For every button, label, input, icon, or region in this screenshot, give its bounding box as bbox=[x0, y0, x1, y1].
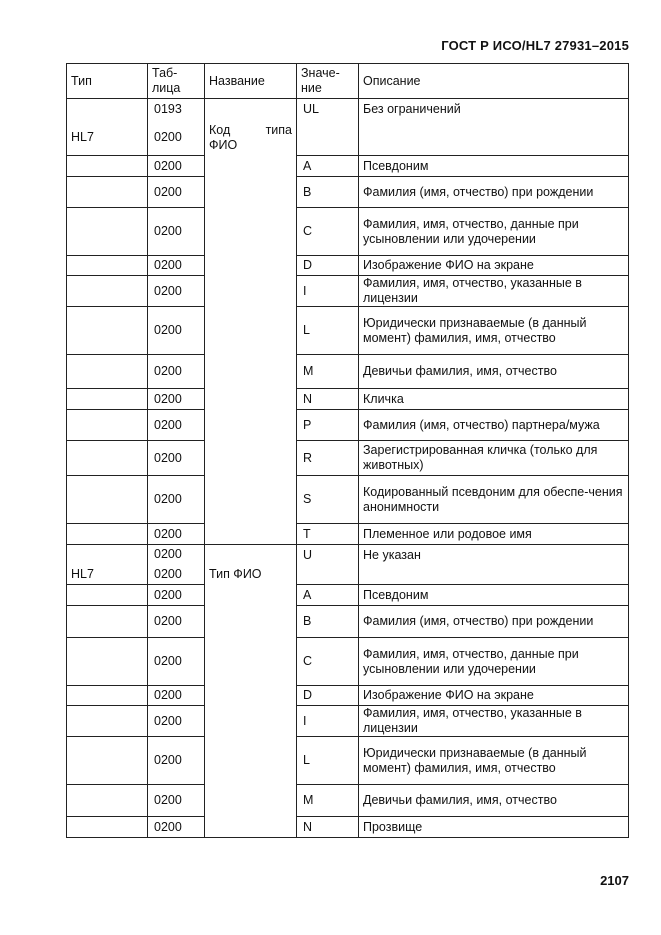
cell-type bbox=[67, 817, 148, 838]
cell-description: Фамилия, имя, отчество, данные при усыновлении или удочерении bbox=[359, 208, 629, 256]
cell-table: 0200 bbox=[148, 120, 205, 156]
cell-table: 0200 bbox=[148, 737, 205, 785]
table-row bbox=[67, 737, 629, 785]
cell-name bbox=[205, 441, 297, 476]
cell-description: Зарегистрированная кличка (только для животных) bbox=[359, 441, 629, 476]
cell-description: Фамилия, имя, отчество, данные при усыновлении или удочерении bbox=[359, 638, 629, 686]
cell-description: Племенное или родовое имя bbox=[359, 524, 629, 545]
cell-table: 0200 bbox=[148, 585, 205, 606]
cell-table: 0200 bbox=[148, 410, 205, 441]
cell-value: S bbox=[297, 476, 359, 524]
cell-name bbox=[205, 156, 297, 177]
name-text-line2: ФИО bbox=[209, 137, 238, 152]
cell-name bbox=[205, 476, 297, 524]
cell-table: 0200 bbox=[148, 524, 205, 545]
table-row bbox=[67, 785, 629, 817]
cell-value: T bbox=[297, 524, 359, 545]
cell-name bbox=[205, 208, 297, 256]
cell-name bbox=[205, 606, 297, 638]
cell-description: Кличка bbox=[359, 389, 629, 410]
cell-description: Изображение ФИО на экране bbox=[359, 256, 629, 276]
cell-type bbox=[67, 524, 148, 545]
cell-type bbox=[67, 606, 148, 638]
table-row bbox=[67, 256, 629, 276]
cell-type bbox=[67, 476, 148, 524]
cell-name bbox=[205, 99, 297, 120]
cell-type bbox=[67, 410, 148, 441]
table-row bbox=[67, 706, 629, 737]
cell-description: Фамилия, имя, отчество, указанные в лицензии bbox=[359, 706, 629, 737]
cell-description: Юридически признаваемые (в данный момент) фамилия, имя, отчество bbox=[359, 737, 629, 785]
cell-value bbox=[297, 120, 359, 156]
cell-type bbox=[67, 177, 148, 208]
cell-value: C bbox=[297, 638, 359, 686]
cell-name bbox=[205, 177, 297, 208]
cell-type bbox=[67, 441, 148, 476]
table-row bbox=[67, 545, 629, 565]
cell-table: 0200 bbox=[148, 389, 205, 410]
cell-description: Фамилия (имя, отчество) при рождении bbox=[359, 606, 629, 638]
table-row bbox=[67, 441, 629, 476]
cell-type bbox=[67, 99, 148, 120]
table-row bbox=[67, 355, 629, 389]
cell-name bbox=[205, 706, 297, 737]
cell-type bbox=[67, 355, 148, 389]
table-row bbox=[67, 307, 629, 355]
cell-name bbox=[205, 785, 297, 817]
cell-description: Юридически признаваемые (в данный момент) фамилия, имя, отчество bbox=[359, 307, 629, 355]
cell-value: N bbox=[297, 817, 359, 838]
cell-value: D bbox=[297, 686, 359, 706]
name-text-right: типа bbox=[265, 122, 292, 137]
table-row bbox=[67, 524, 629, 545]
table-row bbox=[67, 686, 629, 706]
column-header-description: Описание bbox=[359, 64, 629, 99]
cell-value: A bbox=[297, 585, 359, 606]
cell-value: L bbox=[297, 737, 359, 785]
cell-description: Кодированный псевдоним для обеспе-чения анонимности bbox=[359, 476, 629, 524]
cell-type bbox=[67, 686, 148, 706]
table-row bbox=[67, 389, 629, 410]
cell-table: 0200 bbox=[148, 638, 205, 686]
cell-value: M bbox=[297, 785, 359, 817]
cell-value: D bbox=[297, 256, 359, 276]
cell-table: 0193 bbox=[148, 99, 205, 120]
cell-description: Псевдоним bbox=[359, 156, 629, 177]
table-row bbox=[67, 476, 629, 524]
cell-table: 0200 bbox=[148, 441, 205, 476]
cell-value: I bbox=[297, 706, 359, 737]
cell-table: 0200 bbox=[148, 256, 205, 276]
page-number: 2107 bbox=[600, 873, 629, 888]
cell-type: HL7 bbox=[67, 565, 148, 585]
cell-name bbox=[205, 276, 297, 307]
name-text-left: Код bbox=[209, 122, 231, 137]
cell-table: 0200 bbox=[148, 177, 205, 208]
code-table bbox=[66, 63, 629, 838]
cell-value: M bbox=[297, 355, 359, 389]
cell-table: 0200 bbox=[148, 606, 205, 638]
cell-table: 0200 bbox=[148, 545, 205, 565]
cell-name bbox=[205, 389, 297, 410]
cell-table: 0200 bbox=[148, 355, 205, 389]
column-header-name: Название bbox=[205, 64, 297, 99]
cell-type bbox=[67, 256, 148, 276]
table-row bbox=[67, 156, 629, 177]
cell-name bbox=[205, 355, 297, 389]
cell-type bbox=[67, 389, 148, 410]
table-row bbox=[67, 120, 629, 156]
cell-type bbox=[67, 156, 148, 177]
cell-value: P bbox=[297, 410, 359, 441]
cell-description: Фамилия, имя, отчество, указанные в лицензии bbox=[359, 276, 629, 307]
table-row bbox=[67, 817, 629, 838]
cell-value: I bbox=[297, 276, 359, 307]
cell-table: 0200 bbox=[148, 208, 205, 256]
cell-name bbox=[205, 817, 297, 838]
table-row bbox=[67, 276, 629, 307]
cell-value: C bbox=[297, 208, 359, 256]
cell-type bbox=[67, 208, 148, 256]
cell-name: Тип ФИО bbox=[205, 565, 297, 585]
cell-name bbox=[205, 410, 297, 441]
column-header-value: Значе- ние bbox=[297, 64, 359, 99]
cell-name bbox=[205, 585, 297, 606]
cell-value: B bbox=[297, 606, 359, 638]
table-header-row bbox=[67, 64, 629, 99]
cell-description: Девичьи фамилия, имя, отчество bbox=[359, 355, 629, 389]
table-row bbox=[67, 99, 629, 120]
cell-value: A bbox=[297, 156, 359, 177]
cell-description: Без ограничений bbox=[359, 99, 629, 120]
cell-type bbox=[67, 276, 148, 307]
cell-description bbox=[359, 565, 629, 585]
cell-description: Фамилия (имя, отчество) партнера/мужа bbox=[359, 410, 629, 441]
table-row bbox=[67, 410, 629, 441]
cell-description bbox=[359, 120, 629, 156]
cell-table: 0200 bbox=[148, 817, 205, 838]
cell-type bbox=[67, 545, 148, 565]
cell-description: Изображение ФИО на экране bbox=[359, 686, 629, 706]
table-row bbox=[67, 606, 629, 638]
cell-type bbox=[67, 785, 148, 817]
cell-table: 0200 bbox=[148, 565, 205, 585]
cell-name bbox=[205, 545, 297, 565]
cell-table: 0200 bbox=[148, 785, 205, 817]
cell-name bbox=[205, 524, 297, 545]
cell-name bbox=[205, 120, 297, 156]
column-header-type: Тип bbox=[67, 64, 148, 99]
cell-type: HL7 bbox=[67, 120, 148, 156]
cell-value: R bbox=[297, 441, 359, 476]
cell-description: Девичьи фамилия, имя, отчество bbox=[359, 785, 629, 817]
cell-type bbox=[67, 638, 148, 686]
cell-name bbox=[205, 686, 297, 706]
cell-value: N bbox=[297, 389, 359, 410]
cell-value: B bbox=[297, 177, 359, 208]
cell-description: Псевдоним bbox=[359, 585, 629, 606]
cell-description: Фамилия (имя, отчество) при рождении bbox=[359, 177, 629, 208]
document-header: ГОСТ Р ИСО/HL7 27931–2015 bbox=[441, 38, 629, 53]
cell-value: UL bbox=[297, 99, 359, 120]
cell-type bbox=[67, 307, 148, 355]
cell-value bbox=[297, 565, 359, 585]
cell-table: 0200 bbox=[148, 276, 205, 307]
cell-name bbox=[205, 638, 297, 686]
table-row bbox=[67, 208, 629, 256]
table-row bbox=[67, 638, 629, 686]
cell-table: 0200 bbox=[148, 686, 205, 706]
table-row bbox=[67, 585, 629, 606]
table-row bbox=[67, 177, 629, 208]
table-row bbox=[67, 565, 629, 585]
cell-name bbox=[205, 307, 297, 355]
cell-name bbox=[205, 737, 297, 785]
cell-table: 0200 bbox=[148, 307, 205, 355]
cell-value: L bbox=[297, 307, 359, 355]
cell-type bbox=[67, 737, 148, 785]
cell-name bbox=[205, 256, 297, 276]
cell-type bbox=[67, 706, 148, 737]
cell-table: 0200 bbox=[148, 706, 205, 737]
cell-description: Не указан bbox=[359, 545, 629, 565]
cell-description: Прозвище bbox=[359, 817, 629, 838]
cell-value: U bbox=[297, 545, 359, 565]
cell-table: 0200 bbox=[148, 476, 205, 524]
cell-table: 0200 bbox=[148, 156, 205, 177]
cell-type bbox=[67, 585, 148, 606]
column-header-table: Таб- лица bbox=[148, 64, 205, 99]
